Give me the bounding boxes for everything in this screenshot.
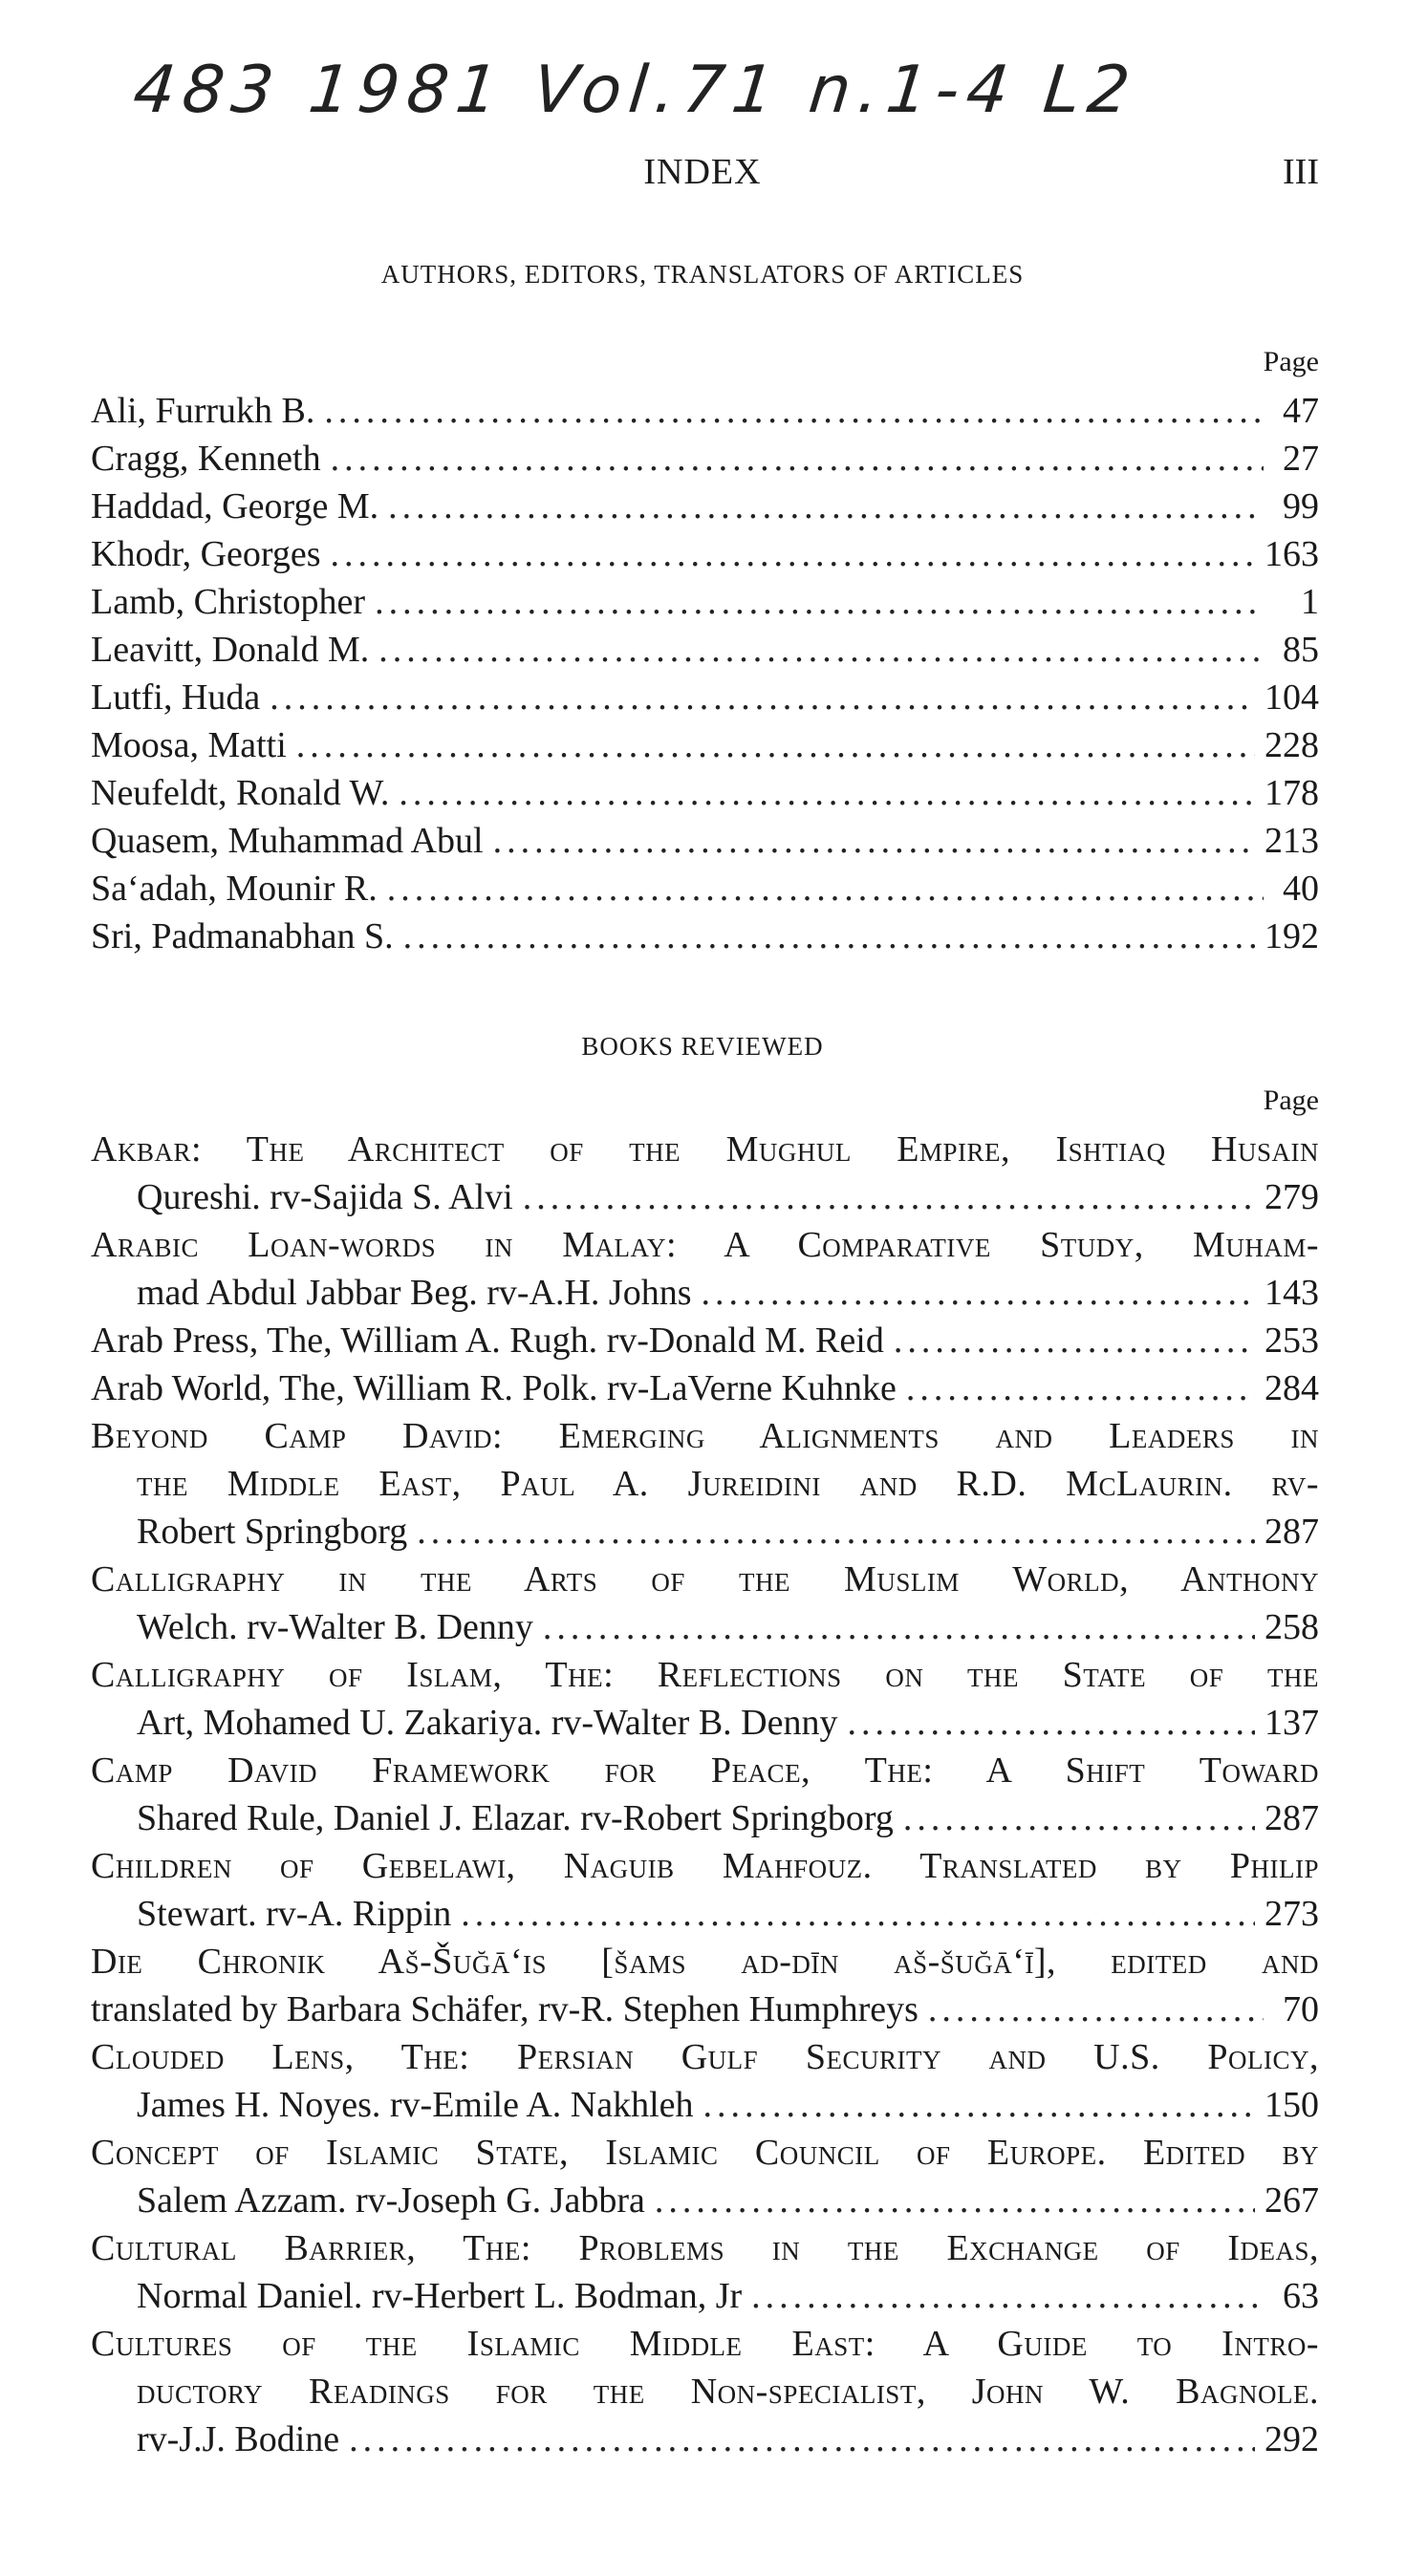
books-list bbox=[91, 1126, 1319, 2463]
book-last-line bbox=[91, 1890, 1319, 1938]
author-page: 47 bbox=[1283, 391, 1319, 431]
author-name: Lutfi, Huda bbox=[91, 677, 261, 718]
author-line bbox=[91, 674, 1319, 721]
book-last-line bbox=[91, 1603, 1319, 1651]
leader-dots bbox=[324, 387, 1264, 435]
book-title-line: Beyond Camp David: Emerging Alignments and Leaders in bbox=[91, 1416, 1319, 1456]
book-reviewer: mad Abdul Jabbar Beg. rv-A.H. Johns bbox=[137, 1273, 692, 1313]
books-section-title: BOOKS REVIEWED bbox=[581, 1032, 824, 1061]
book-title-line: Children of Gebelawi, Naguib Mahfouz. Translated by Philip bbox=[91, 1846, 1319, 1886]
authors-page-label: Page bbox=[1263, 346, 1319, 377]
author-name: Moosa, Matti bbox=[91, 725, 287, 765]
book-page: 273 bbox=[1264, 1894, 1319, 1934]
leader-dots bbox=[655, 2177, 1255, 2224]
book-page: 70 bbox=[1283, 1989, 1319, 2029]
book-reviewer: rv-J.J. Bodine bbox=[137, 2419, 340, 2459]
book-entry bbox=[91, 2320, 1319, 2463]
leader-dots bbox=[543, 1603, 1255, 1651]
book-reviewer: translated by Barbara Schäfer, rv-R. Stephen Humphreys bbox=[91, 1989, 919, 2029]
book-entry bbox=[91, 1938, 1319, 2033]
leader-dots bbox=[296, 721, 1255, 769]
author-entry bbox=[91, 483, 1319, 530]
author-name: Ali, Furrukh B. bbox=[91, 391, 315, 431]
author-entry bbox=[91, 387, 1319, 435]
book-title-continuation: the Middle East, Paul A. Jureidini and R.D. McLaurin. rv- bbox=[137, 1464, 1319, 1504]
author-page: 99 bbox=[1283, 486, 1319, 526]
author-page: 228 bbox=[1264, 725, 1319, 765]
book-entry bbox=[91, 1556, 1319, 1651]
book-last-line bbox=[91, 1699, 1319, 1747]
author-page: 40 bbox=[1283, 869, 1319, 909]
author-page: 163 bbox=[1264, 534, 1319, 574]
book-entry bbox=[91, 1842, 1319, 1938]
leader-dots bbox=[751, 2272, 1264, 2320]
book-entry bbox=[91, 2129, 1319, 2224]
book-title-line: Akbar: The Architect of the Mughul Empire, Ishtiaq Husain bbox=[91, 1129, 1319, 1170]
author-page: 1 bbox=[1301, 582, 1319, 622]
book-title-line: Arabic Loan-words in Malay: A Comparative Study, Muham- bbox=[91, 1225, 1319, 1265]
author-entry bbox=[91, 721, 1319, 769]
book-last-line bbox=[91, 1794, 1319, 1842]
leader-dots bbox=[387, 865, 1264, 912]
book-reviewer: Welch. rv-Walter B. Denny bbox=[137, 1607, 533, 1647]
books-page-label: Page bbox=[1263, 1084, 1319, 1116]
book-last-line bbox=[91, 2272, 1319, 2320]
author-name: Sri, Padmanabhan S. bbox=[91, 916, 394, 956]
book-reviewer: Salem Azzam. rv-Joseph G. Jabbra bbox=[137, 2180, 645, 2221]
leader-dots bbox=[331, 435, 1264, 483]
book-last-line bbox=[91, 1173, 1319, 1221]
author-page: 85 bbox=[1283, 630, 1319, 670]
page-number: III bbox=[1283, 152, 1319, 192]
book-last-line bbox=[91, 1317, 1319, 1364]
author-page: 104 bbox=[1264, 677, 1319, 718]
book-entry bbox=[91, 2224, 1319, 2320]
book-last-line bbox=[91, 2415, 1319, 2463]
book-entry bbox=[91, 1126, 1319, 1221]
book-entry bbox=[91, 1747, 1319, 1842]
book-page: 287 bbox=[1264, 1512, 1319, 1552]
page-header bbox=[0, 151, 1405, 199]
book-entry bbox=[91, 2033, 1319, 2129]
author-line bbox=[91, 721, 1319, 769]
book-entry bbox=[91, 1651, 1319, 1747]
leader-dots bbox=[894, 1317, 1255, 1364]
leader-dots bbox=[928, 1986, 1264, 2033]
leader-dots bbox=[399, 769, 1255, 817]
author-entry bbox=[91, 912, 1319, 960]
author-line bbox=[91, 530, 1319, 578]
handwritten-annotation: 483 1981 Vol.71 n.1-4 L2 bbox=[129, 53, 1141, 128]
book-page: 292 bbox=[1264, 2419, 1319, 2459]
book-reviewer: Arab World, The, William R. Polk. rv-LaVerne Kuhnke bbox=[91, 1368, 897, 1408]
author-line bbox=[91, 387, 1319, 435]
book-entry bbox=[91, 1412, 1319, 1556]
book-last-line bbox=[91, 1986, 1319, 2033]
author-entry bbox=[91, 769, 1319, 817]
author-entry bbox=[91, 530, 1319, 578]
book-last-line bbox=[91, 2081, 1319, 2129]
author-name: Lamb, Christopher bbox=[91, 582, 366, 622]
author-line bbox=[91, 578, 1319, 626]
book-page: 279 bbox=[1264, 1177, 1319, 1217]
leader-dots bbox=[461, 1890, 1255, 1938]
author-entry bbox=[91, 817, 1319, 865]
author-line bbox=[91, 626, 1319, 674]
leader-dots bbox=[349, 2415, 1255, 2463]
author-name: Cragg, Kenneth bbox=[91, 439, 321, 479]
book-page: 287 bbox=[1264, 1798, 1319, 1838]
leader-dots bbox=[903, 1794, 1255, 1842]
page-title: INDEX bbox=[643, 152, 762, 192]
author-entry bbox=[91, 674, 1319, 721]
book-reviewer: Shared Rule, Daniel J. Elazar. rv-Robert Springborg bbox=[137, 1798, 894, 1838]
author-name: Leavitt, Donald M. bbox=[91, 630, 370, 670]
author-entry bbox=[91, 865, 1319, 912]
author-name: Haddad, George M. bbox=[91, 486, 379, 526]
author-line bbox=[91, 769, 1319, 817]
book-reviewer: Qureshi. rv-Sajida S. Alvi bbox=[137, 1177, 513, 1217]
book-reviewer: James H. Noyes. rv-Emile A. Nakhleh bbox=[137, 2085, 694, 2125]
leader-dots bbox=[331, 530, 1255, 578]
leader-dots bbox=[701, 1269, 1255, 1317]
author-page: 178 bbox=[1264, 773, 1319, 813]
author-page: 192 bbox=[1264, 916, 1319, 956]
author-entry bbox=[91, 626, 1319, 674]
leader-dots bbox=[493, 817, 1255, 865]
leader-dots bbox=[388, 483, 1264, 530]
book-reviewer: Arab Press, The, William A. Rugh. rv-Donald M. Reid bbox=[91, 1320, 884, 1361]
leader-dots bbox=[417, 1508, 1255, 1556]
book-last-line bbox=[91, 1364, 1319, 1412]
book-page: 150 bbox=[1264, 2085, 1319, 2125]
author-line bbox=[91, 912, 1319, 960]
book-entry bbox=[91, 1317, 1319, 1364]
author-page: 27 bbox=[1283, 439, 1319, 479]
book-title-line: Cultures of the Islamic Middle East: A Guide to Intro- bbox=[91, 2324, 1319, 2364]
book-reviewer: Art, Mohamed U. Zakariya. rv-Walter B. Denny bbox=[137, 1703, 838, 1743]
book-page: 284 bbox=[1264, 1368, 1319, 1408]
book-entry bbox=[91, 1364, 1319, 1412]
book-title-line: Calligraphy in the Arts of the Muslim World, Anthony bbox=[91, 1559, 1319, 1599]
book-reviewer: Robert Springborg bbox=[137, 1512, 408, 1552]
book-last-line bbox=[91, 2177, 1319, 2224]
leader-dots bbox=[703, 2081, 1255, 2129]
leader-dots bbox=[906, 1364, 1255, 1412]
author-line bbox=[91, 483, 1319, 530]
book-entry bbox=[91, 1221, 1319, 1317]
book-title-line: Cultural Barrier, The: Problems in the Exchange of Ideas, bbox=[91, 2228, 1319, 2268]
book-page: 137 bbox=[1264, 1703, 1319, 1743]
leader-dots bbox=[523, 1173, 1255, 1221]
book-reviewer: Normal Daniel. rv-Herbert L. Bodman, Jr bbox=[137, 2276, 743, 2316]
book-title-line: Camp David Framework for Peace, The: A Shift Toward bbox=[91, 1750, 1319, 1791]
author-line bbox=[91, 435, 1319, 483]
book-title-line: Clouded Lens, The: Persian Gulf Security and U.S. Policy, bbox=[91, 2037, 1319, 2077]
author-page: 213 bbox=[1264, 821, 1319, 861]
book-page: 63 bbox=[1283, 2276, 1319, 2316]
book-last-line bbox=[91, 1508, 1319, 1556]
book-page: 253 bbox=[1264, 1320, 1319, 1361]
leader-dots bbox=[378, 626, 1264, 674]
author-name: Khodr, Georges bbox=[91, 534, 321, 574]
author-line bbox=[91, 865, 1319, 912]
book-reviewer: Stewart. rv-A. Rippin bbox=[137, 1894, 452, 1934]
book-title-line: Calligraphy of Islam, The: Reflections on the State of the bbox=[91, 1655, 1319, 1695]
author-name: Neufeldt, Ronald W. bbox=[91, 773, 390, 813]
book-page: 143 bbox=[1264, 1273, 1319, 1313]
author-entry bbox=[91, 435, 1319, 483]
book-title-line: Concept of Islamic State, Islamic Council of Europe. Edited by bbox=[91, 2133, 1319, 2173]
leader-dots bbox=[848, 1699, 1256, 1747]
book-title-line: Die Chronik Aš-Šuğā‘ıs [šams ad-dīn aš-šuğā‘ī], edited and bbox=[91, 1942, 1319, 1982]
author-name: Quasem, Muhammad Abul bbox=[91, 821, 484, 861]
book-title-continuation: ductory Readings for the Non-specialist, John W. Bagnole. bbox=[137, 2372, 1319, 2412]
leader-dots bbox=[375, 578, 1264, 626]
authors-list bbox=[91, 387, 1319, 960]
authors-section-title: AUTHORS, EDITORS, TRANSLATORS OF ARTICLES bbox=[380, 260, 1025, 289]
book-last-line bbox=[91, 1269, 1319, 1317]
author-name: Sa‘adah, Mounir R. bbox=[91, 869, 378, 909]
book-page: 267 bbox=[1264, 2180, 1319, 2221]
leader-dots bbox=[403, 912, 1255, 960]
author-entry bbox=[91, 578, 1319, 626]
leader-dots bbox=[270, 674, 1255, 721]
book-page: 258 bbox=[1264, 1607, 1319, 1647]
author-line bbox=[91, 817, 1319, 865]
